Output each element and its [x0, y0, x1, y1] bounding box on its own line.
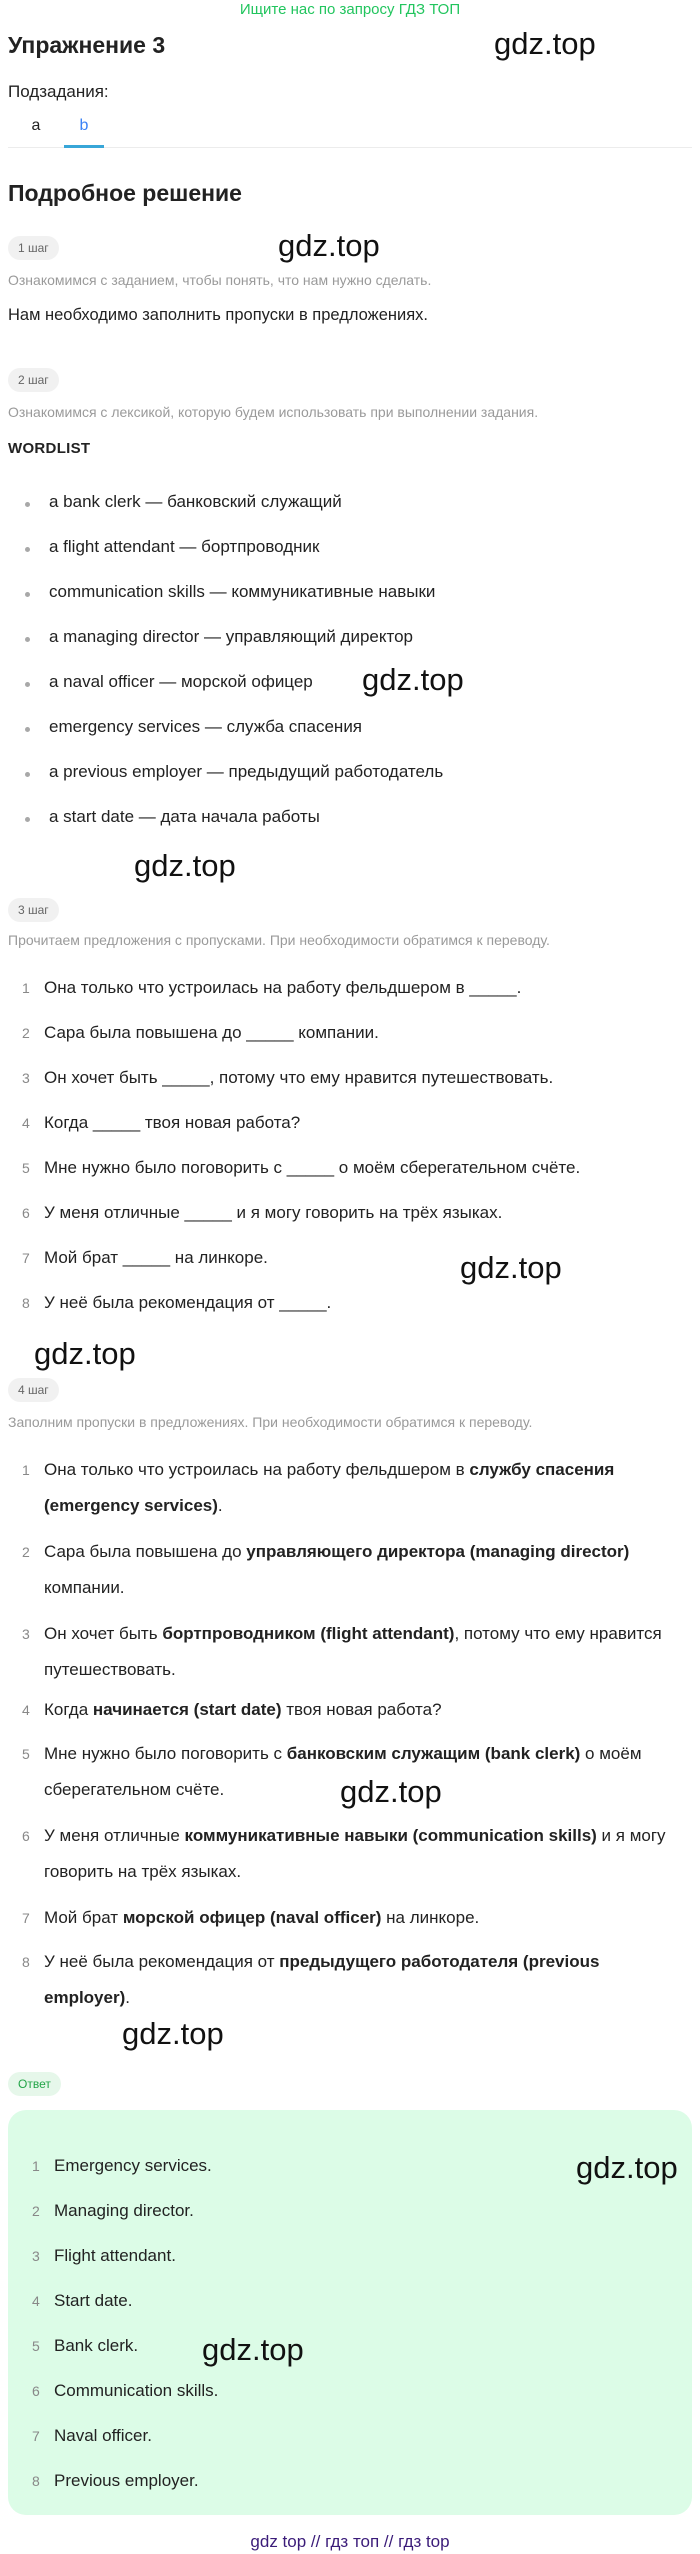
list-item: 4 Start date. [32, 2291, 133, 2310]
watermark: gdz.top [202, 2332, 304, 2367]
list-item: 5 Мне нужно было поговорить с _____ о моём сберегательном счёте. [22, 1158, 581, 1177]
solution-title: Подробное решение [8, 180, 242, 206]
answer-badge: Ответ [8, 2072, 61, 2096]
bullet-icon [25, 772, 30, 777]
bullet-icon [25, 637, 30, 642]
watermark: gdz.top [494, 26, 596, 61]
page: Ищите нас по запросу ГДЗ ТОП Упражнение 3 Подзадания: a b Подробное решение 1 шаг Ознакомимся с заданием, чтобы понять, что нам нужно сделать. Нам необходимо заполнить пропуски в предложениях. 2 шаг Ознакомимся с лексикой, которую будем использовать при выполнении задания. WORDLIST a bank clerk — банковский служащий a flight attendant — бортпроводник communication skills — коммуникативные навыки a managing director — управляющий директор a naval officer — морской офицер emergency services — служба спасения a previous employer — предыдущий работодатель a start date — дата начала работы 3 шаг Прочитаем предложения с пропусками. При необходимости обратимся к переводу. 1 Она только что устроилась на работу фельдшером в _____. 2 Сара была повышена до _____ компании. 3 Он хочет быть _____, потому что ему нравится путешествовать. 4 Когда _____ твоя новая работа? 5 Мне нужно было поговорить с _____ о моём сберегательном счёте. 6 У меня отличные _____ и я могу говорить на трёх языках. 7 Мой брат _____ на линкоре. 8 У неё была рекомендация от _____. 4 шаг Заполним пропуски в предложениях. При необходимости обратимся к переводу. 1 Она только что устроилась на работу фельдшером в службу спасения (emergency services). 2 Сара была повышена до управляющего директора (managing director) компании. 3 Он хочет быть бортпроводником (flight attendant), потому что ему нравится путешествовать. 4 Когда начинается (start date) твоя новая работа? 5 Мне нужно было поговорить с банковским служащим (bank clerk) о моём сберегательном счёте. 6 У меня отличные коммуникативные навыки (communication skills) и я могу говорить на трёх языках. 7 Мой брат морской офицер (naval officer) на линкоре. 8 У неё была рекомендация от предыдущего работодателя (previous employer). Ответ 1 Emergency services. 2 Managing director. 3 Flight attendant. 4 Start date. 5 Bank clerk. 6 Communication skills. 7 Naval officer. 8 Previous employer. gdz.top gdz.top gdz.top gdz.top gdz.top gdz.top gdz.top gdz.top gdz.top gdz.top gdz top // гдз топ // гдз top [0, 0, 700, 2554]
tab-b[interactable]: b [64, 108, 104, 148]
watermark: gdz.top [134, 848, 236, 883]
list-item: 7 Мой брат _____ на линкоре. [22, 1248, 268, 1267]
step-badge: 4 шаг [8, 1378, 59, 1402]
step-badge: 2 шаг [8, 368, 59, 392]
bullet-icon [25, 817, 30, 822]
step-hint: Ознакомимся с заданием, чтобы понять, что нам нужно сделать. [8, 272, 432, 288]
list-item: 6 У меня отличные _____ и я могу говорить на трёх языках. [22, 1203, 503, 1222]
watermark: gdz.top [278, 228, 380, 263]
list-item: 5 Bank clerk. [32, 2336, 139, 2355]
list-item: 8 У неё была рекомендация от предыдущего работодателя (previous employer). [22, 1952, 600, 2007]
list-item: 4 Когда начинается (start date) твоя новая работа? [22, 1700, 442, 1719]
step-hint: Прочитаем предложения с пропусками. При необходимости обратимся к переводу. [8, 932, 550, 948]
watermark: gdz.top [34, 1336, 136, 1371]
step-text: Нам необходимо заполнить пропуски в предложениях. [8, 306, 428, 324]
list-item: 2 Сара была повышена до управляющего директора (managing director) компании. [22, 1542, 630, 1597]
list-item: 7 Мой брат морской офицер (naval officer) на линкоре. [22, 1908, 480, 1927]
bullet-icon [25, 547, 30, 552]
bullet-icon [25, 727, 30, 732]
step-badge: 3 шаг [8, 898, 59, 922]
list-item: 1 Emergency services. [32, 2156, 212, 2175]
list-item: 4 Когда _____ твоя новая работа? [22, 1113, 301, 1132]
list-item: 6 У меня отличные коммуникативные навыки (communication skills) и я могу говорить на трёх языках. [22, 1826, 666, 1881]
watermark: gdz.top [576, 2150, 678, 2185]
watermark: gdz.top [362, 662, 464, 697]
list-item: 3 Flight attendant. [32, 2246, 176, 2265]
step-hint: Заполним пропуски в предложениях. При необходимости обратимся к переводу. [8, 1414, 533, 1430]
step-badge: 1 шаг [8, 236, 59, 260]
list-item: 3 Он хочет быть _____, потому что ему нравится путешествовать. [22, 1068, 554, 1087]
list-item: 6 Communication skills. [32, 2381, 219, 2400]
subtask-tabs [8, 108, 692, 148]
watermark: gdz.top [460, 1250, 562, 1285]
list-item: 1 Она только что устроилась на работу фельдшером в службу спасения (emergency services). [22, 1460, 615, 1515]
list-item: 7 Naval officer. [32, 2426, 152, 2445]
search-banner[interactable]: Ищите нас по запросу ГДЗ ТОП [239, 1, 461, 18]
subtasks-label: Подзадания: [8, 82, 109, 101]
step-hint: Ознакомимся с лексикой, которую будем использовать при выполнении задания. [8, 404, 539, 420]
list-item: 5 Мне нужно было поговорить с банковским служащим (bank clerk) о моём сберегательном счёте. [22, 1744, 642, 1799]
watermark: gdz.top [340, 1774, 442, 1809]
list-item: 2 Сара была повышена до _____ компании. [22, 1023, 379, 1042]
tab-a[interactable]: a [31, 117, 41, 134]
footer-links[interactable]: gdz top // гдз топ // гдз top [250, 2532, 450, 2551]
exercise-title: Упражнение 3 [8, 32, 166, 58]
bullet-icon [25, 502, 30, 507]
list-item: 8 У неё была рекомендация от _____. [22, 1293, 332, 1312]
bullet-icon [25, 682, 30, 687]
list-item: 8 Previous employer. [32, 2471, 199, 2490]
watermark: gdz.top [122, 2016, 224, 2051]
list-item: 2 Managing director. [32, 2201, 194, 2220]
wordlist-title: WORDLIST [8, 440, 91, 457]
bullet-icon [25, 592, 30, 597]
list-item: 3 Он хочет быть бортпроводником (flight attendant), потому что ему нравится путешествовать. [22, 1624, 662, 1679]
list-item: 1 Она только что устроилась на работу фельдшером в _____. [22, 978, 522, 997]
